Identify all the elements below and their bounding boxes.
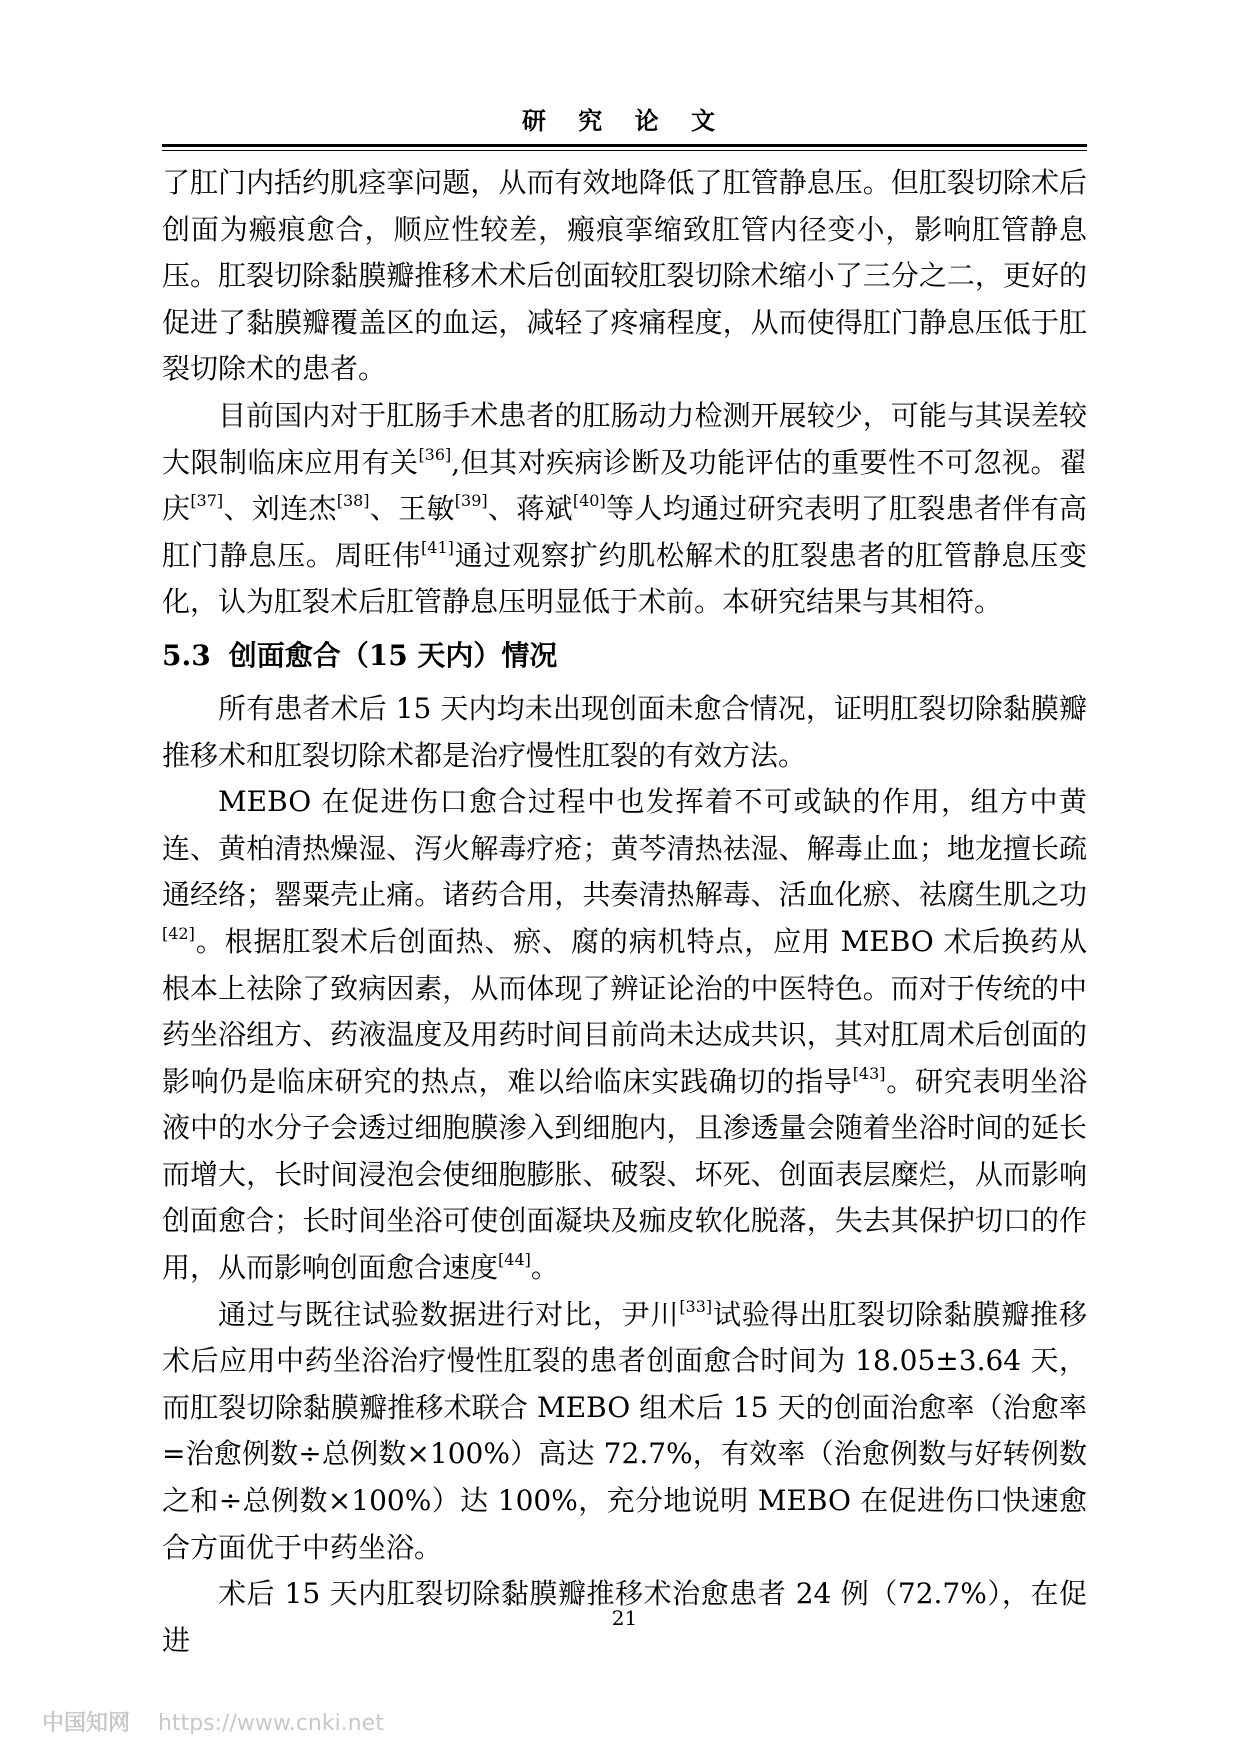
citation-40: [40] bbox=[572, 491, 606, 511]
text-segment: ,但其对疾病诊断及功能评估的重要性不可忽视。翟庆 bbox=[162, 445, 1087, 526]
cnki-logo: 中国知网 bbox=[42, 1711, 131, 1736]
text-segment: 。 bbox=[530, 1251, 559, 1285]
body-text bbox=[162, 160, 1087, 1664]
citation-41: [41] bbox=[421, 537, 454, 557]
text-segment: 通过观察扩约肌松解术的肛裂患者的肛管静息压变化，认为肛裂术后肛管静息压明显低于术前。本研究结果与其相符。 bbox=[162, 538, 1087, 619]
citation-43: [43] bbox=[852, 1063, 886, 1083]
citation-38: [38] bbox=[336, 491, 370, 511]
citation-39: [39] bbox=[454, 491, 488, 511]
citation-42: [42] bbox=[162, 923, 195, 943]
text-segment: 通过与既往试验数据进行对比，尹川 bbox=[218, 1297, 680, 1331]
citation-33: [33] bbox=[679, 1296, 713, 1316]
paragraph-comparison bbox=[162, 1292, 1087, 1572]
citation-37: [37] bbox=[190, 491, 224, 511]
header-rule-thin bbox=[162, 150, 1087, 151]
paragraph-wound-healing: 所有患者术后 15 天内均未出现创面未愈合情况，证明肛裂切除黏膜瓣推移术和肛裂切除术都是治疗慢性肛裂的有效方法。 bbox=[162, 691, 1087, 772]
paragraph-continuation: 了肛门内括约肌痉挛问题，从而有效地降低了肛管静息压。但肛裂切除术后创面为瘢痕愈合，顺应性较差，瘢痕挛缩致肛管内径变小，影响肛管静息压。肛裂切除黏膜瓣推移术术后创面较肛裂切除术缩小了三分之二，更好的促进了黏膜瓣覆盖区的血运，减轻了疼痛程度，从而使得肛门静息压低于肛裂切除术的患者。 bbox=[162, 166, 1087, 386]
section-heading bbox=[162, 626, 1087, 686]
citation-44: [44] bbox=[498, 1250, 531, 1270]
text-segment: 试验得出肛裂切除黏膜瓣推移术后应用中药坐浴治疗慢性肛裂的患者创面愈合时间为 18.05±3.64 天，而肛裂切除黏膜瓣推移术联合 MEBO 组术后 15 天的创面治愈率（治愈率=治愈例数÷总例数×100%）高达 72.7%，有效率（治愈例数与好转例数之和÷总例数×100%）达 100%，充分地说明 MEBO 在促进伤口快速愈合方面优于中药坐浴。 bbox=[162, 1297, 1087, 1564]
paragraph-anal-manometry bbox=[162, 393, 1087, 626]
citation-36: [36] bbox=[418, 444, 452, 464]
page-number: 21 bbox=[611, 1606, 638, 1630]
cnki-watermark bbox=[42, 1706, 384, 1737]
text-segment: 目前国内对于肛肠手术患者的肛肠动力检测开展较少，可能与其误差较大限制临床应用有关 bbox=[162, 398, 1087, 479]
paragraph-mebo bbox=[162, 779, 1087, 1292]
text-segment: 、刘连杰 bbox=[223, 492, 337, 526]
section-title: 创面愈合（15 天内）情况 bbox=[228, 638, 558, 672]
text-segment: 等人均通过研究表明了肛裂患者伴有高肛门静息压。周旺伟 bbox=[162, 492, 1087, 572]
text-segment: 、王敏 bbox=[369, 492, 455, 526]
text-segment: 、蒋斌 bbox=[487, 492, 573, 526]
text-segment: 。根据肛裂术后创面热、瘀、腐的病机特点，应用 MEBO 术后换药从根本上祛除了致病因素，从而体现了辨证论治的中医特色。而对于传统的中药坐浴组方、药液温度及用药时间目前尚未达成共识，其对肛周术后创面的影响仍是临床研究的热点，难以给临床实践确切的指导 bbox=[162, 924, 1087, 1098]
section-number: 5.3 bbox=[162, 638, 211, 672]
text-segment: MEBO 在促进伤口愈合过程中也发挥着不可或缺的作用，组方中黄连、黄柏清热燥湿、泻火解毒疗疮；黄芩清热祛湿、解毒止血；地龙擅长疏通经络；罂粟壳止痛。诸药合用，共奏清热解毒、活血化瘀、祛腐生肌之功 bbox=[162, 785, 1087, 912]
text-segment: 。研究表明坐浴液中的水分子会透过细胞膜渗入到细胞内，且渗透量会随着坐浴时间的延长而增大，长时间浸泡会使细胞膨胀、破裂、坏死、创面表层糜烂，从而影响创面愈合；长时间坐浴可使创面凝块及痂皮软化脱落，失去其保护切口的作用，从而影响创面愈合速度 bbox=[162, 1064, 1087, 1285]
paragraph-results-start: 术后 15 天内肛裂切除黏膜瓣推移术治愈患者 24 例（72.7%），在促进 bbox=[162, 1577, 1087, 1657]
running-header: 研 究 论 文 bbox=[521, 106, 728, 135]
cnki-url: https://www.cnki.net bbox=[158, 1711, 384, 1736]
header-rule bbox=[162, 144, 1087, 147]
